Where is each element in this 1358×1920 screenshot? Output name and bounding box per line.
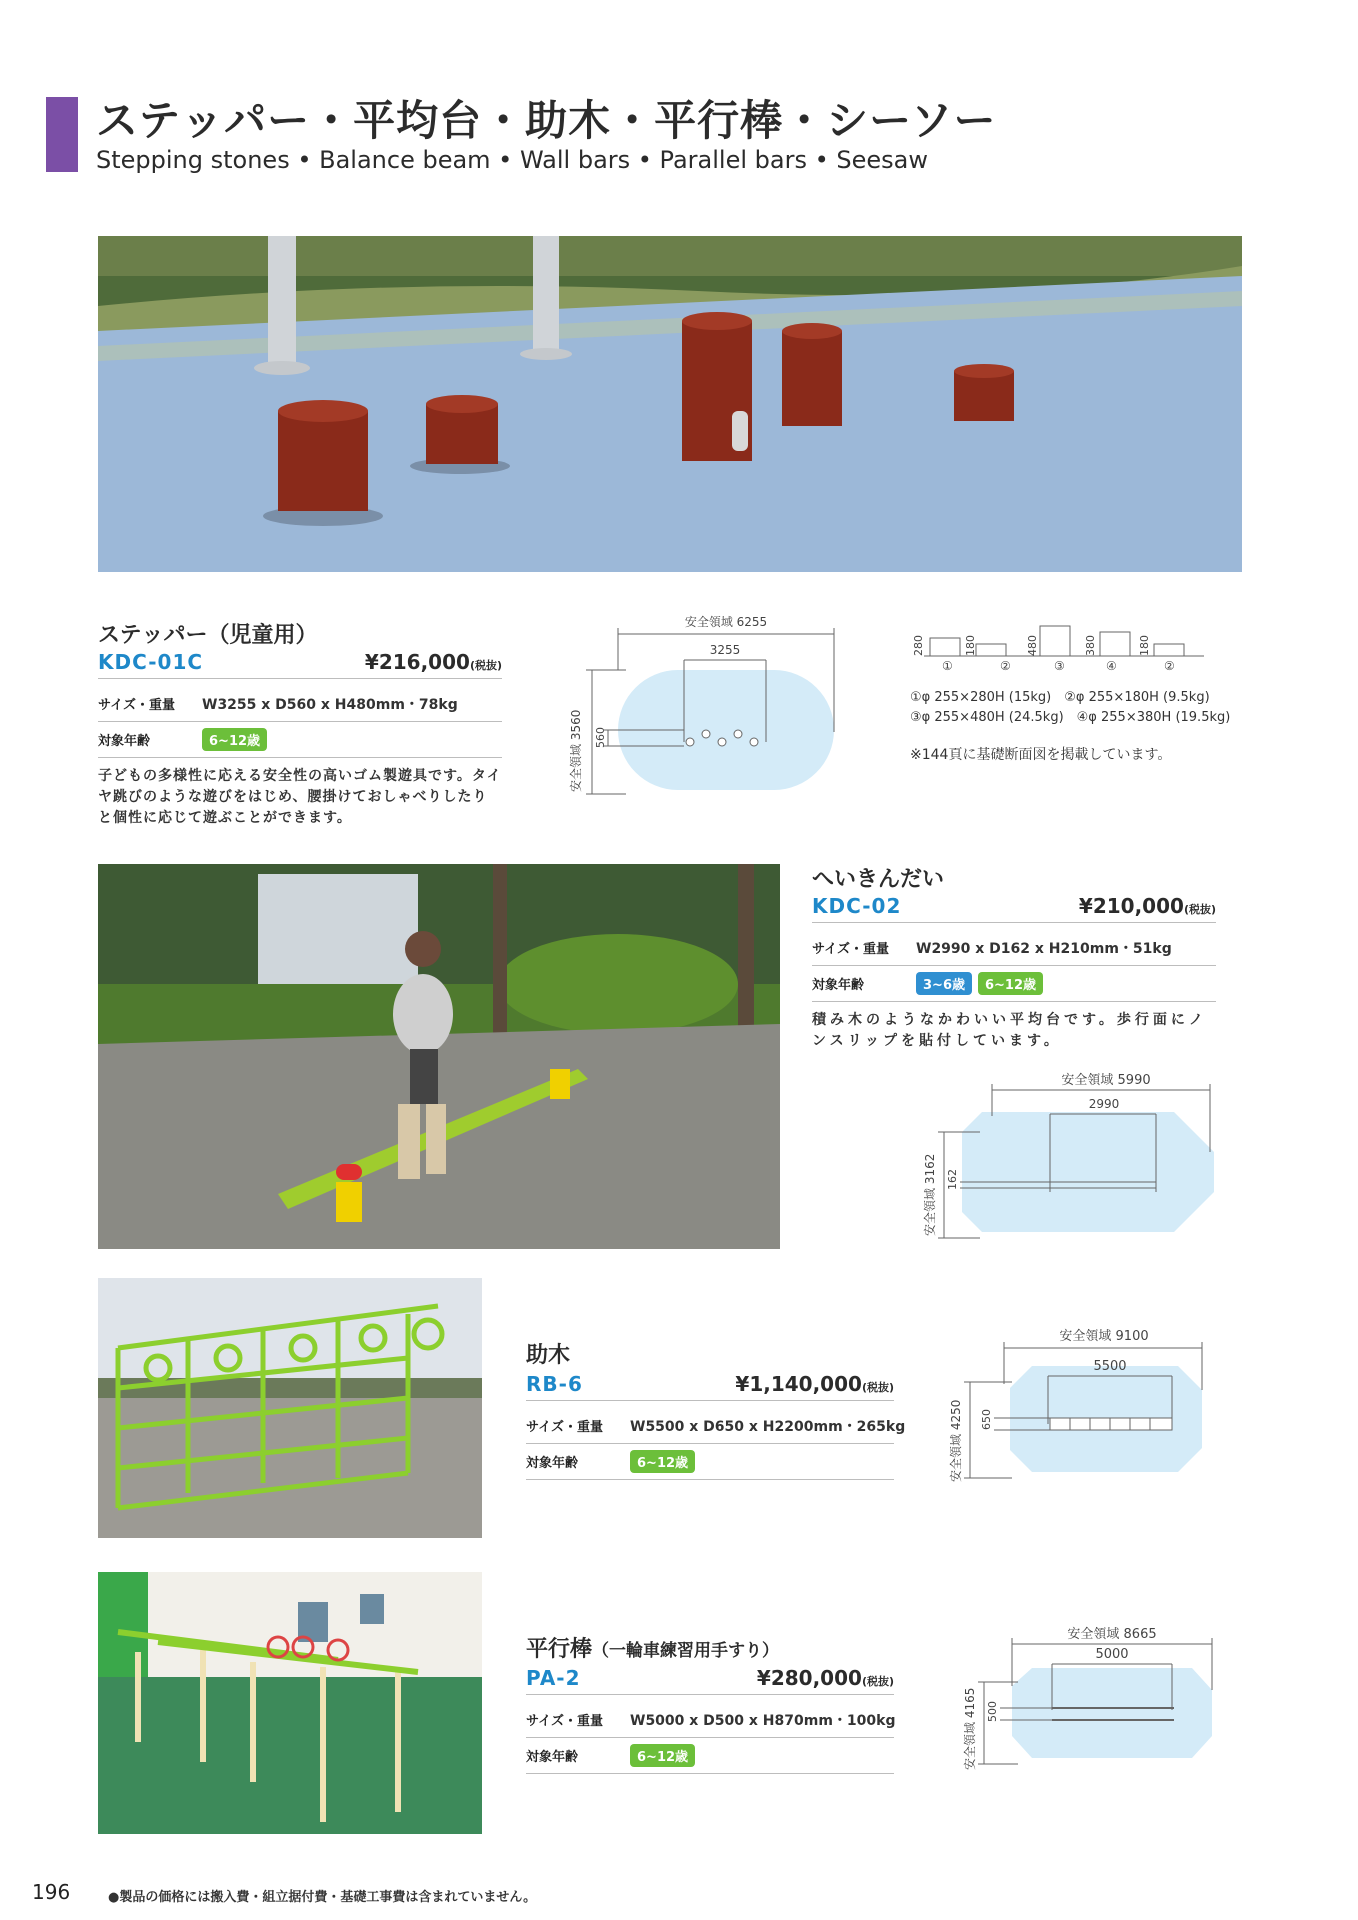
wallbars-age-row	[526, 1444, 894, 1480]
page-number: 196	[32, 1880, 71, 1904]
wallbars-h: 650	[980, 1409, 993, 1430]
title-accent-bar	[46, 97, 78, 172]
wallbars-photo	[98, 1278, 482, 1538]
svg-text:180: 180	[964, 635, 977, 656]
beam-name: へいきんだい	[812, 867, 945, 892]
parallel-age-row	[526, 1738, 894, 1774]
age-label: 対象年齢	[526, 1456, 579, 1471]
beam-plan-diagram	[920, 1068, 1220, 1258]
stepper-price: ¥216,000(税抜)	[364, 650, 502, 674]
parallel-safety-w: 安全領域 8665	[1067, 1627, 1157, 1642]
parallel-size-row	[526, 1702, 894, 1738]
size-label: サイズ・重量	[526, 1420, 603, 1435]
stepper-age-row	[98, 722, 502, 758]
wallbars-safety-h: 安全領域 4250	[949, 1399, 963, 1482]
stepper-safety-h: 安全領域 3560	[569, 709, 583, 792]
svg-text:380: 380	[1084, 635, 1097, 656]
age-label: 対象年齢	[812, 978, 865, 993]
wallbars-code-row	[526, 1372, 894, 1401]
beam-code: KDC-02	[812, 894, 902, 918]
stepper-h: 560	[594, 727, 607, 748]
stepper-size-row	[98, 686, 502, 722]
wallbars-code: RB-6	[526, 1372, 583, 1396]
wallbars-w: 5500	[1093, 1359, 1127, 1374]
parallel-name: 平行棒（一輪車練習用手すり）	[526, 1637, 780, 1662]
parallel-price: ¥280,000(税抜)	[756, 1666, 894, 1690]
parallel-safety-h: 安全領域 4165	[963, 1687, 977, 1770]
age-badge: 6~12歳	[202, 728, 267, 751]
beam-safety-h: 安全領域 3162	[923, 1153, 937, 1236]
footer-note: ●製品の価格には搬入費・組立据付費・基礎工事費は含まれていません。	[108, 1890, 537, 1905]
stepper-size-value: W3255 x D560 x H480mm・78kg	[202, 696, 458, 713]
svg-text:280: 280	[912, 635, 925, 656]
age-badge: 3~6歳	[916, 972, 972, 995]
stepper-w: 3255	[709, 643, 741, 657]
stepper-elevation-diagram	[904, 612, 1204, 672]
beam-price: ¥210,000(税抜)	[1078, 894, 1216, 918]
age-badge: 6~12歳	[978, 972, 1043, 995]
beam-size-row	[812, 930, 1216, 966]
svg-text:②: ②	[1000, 659, 1011, 672]
size-label: サイズ・重量	[526, 1714, 603, 1729]
svg-text:180: 180	[1138, 635, 1151, 656]
svg-text:480: 480	[1026, 635, 1039, 656]
stepper-description: 子どもの多様性に応える安全性の高いゴム製遊具です。タイヤ跳びのような遊びをはじめ、腰掛けておしゃべりしたりと個性に応じて遊ぶことができます。	[98, 768, 502, 826]
beam-description: 積み木のようなかわいい平均台です。歩行面にノンスリップを貼付しています。	[812, 1012, 1207, 1049]
page-subtitle: Stepping stones • Balance beam • Wall bars • Parallel bars • Seesaw	[96, 146, 928, 174]
beam-safety-w: 安全領域 5990	[1061, 1073, 1151, 1088]
stepper-code: KDC-01C	[98, 650, 204, 674]
svg-text:④: ④	[1106, 659, 1117, 672]
beam-h: 162	[946, 1169, 959, 1190]
age-badge: 6~12歳	[630, 1744, 695, 1767]
parallel-h: 500	[986, 1701, 999, 1722]
stepper-name: ステッパー（児童用）	[98, 623, 318, 648]
size-label: サイズ・重量	[98, 698, 175, 713]
beam-code-row	[812, 894, 1216, 923]
svg-text:②: ②	[1164, 659, 1175, 672]
beam-size-value: W2990 x D162 x H210mm・51kg	[916, 940, 1172, 957]
size-label: サイズ・重量	[812, 942, 889, 957]
parallel-photo	[98, 1572, 482, 1834]
age-label: 対象年齢	[98, 734, 151, 749]
parallel-code-row	[526, 1666, 894, 1695]
page-title: ステッパー・平均台・助木・平行棒・シーソー	[96, 96, 997, 145]
beam-photo	[98, 864, 780, 1249]
wallbars-name: 助木	[526, 1343, 571, 1368]
wallbars-size-row	[526, 1408, 906, 1444]
beam-w: 2990	[1088, 1097, 1120, 1111]
svg-text:③: ③	[1054, 659, 1065, 672]
parallel-plan-diagram	[956, 1624, 1220, 1784]
parallel-w: 5000	[1095, 1647, 1129, 1662]
stepper-safety-w: 安全領域 6255	[684, 615, 768, 629]
parallel-code: PA-2	[526, 1666, 581, 1690]
wallbars-plan-diagram	[940, 1324, 1220, 1494]
svg-text:①: ①	[942, 659, 953, 672]
age-badge: 6~12歳	[630, 1450, 695, 1473]
wallbars-safety-w: 安全領域 9100	[1059, 1329, 1149, 1344]
stepper-note: ※144頁に基礎断面図を掲載しています。	[910, 747, 1172, 763]
stepper-code-row	[98, 650, 502, 679]
stepper-spec-line-1: ①φ 255×280H (15kg) ②φ 255×180H (9.5kg)	[910, 690, 1210, 705]
age-label: 対象年齢	[526, 1750, 579, 1765]
stepper-photo	[98, 236, 1242, 572]
stepper-spec-line-2: ③φ 255×480H (24.5kg) ④φ 255×380H (19.5kg)	[910, 710, 1231, 725]
wallbars-size-value: W5500 x D650 x H2200mm・265kg	[630, 1418, 906, 1435]
beam-age-row	[812, 966, 1216, 1002]
parallel-size-value: W5000 x D500 x H870mm・100kg	[630, 1712, 896, 1729]
wallbars-price: ¥1,140,000(税抜)	[735, 1372, 894, 1396]
stepper-plan-diagram	[566, 612, 856, 812]
